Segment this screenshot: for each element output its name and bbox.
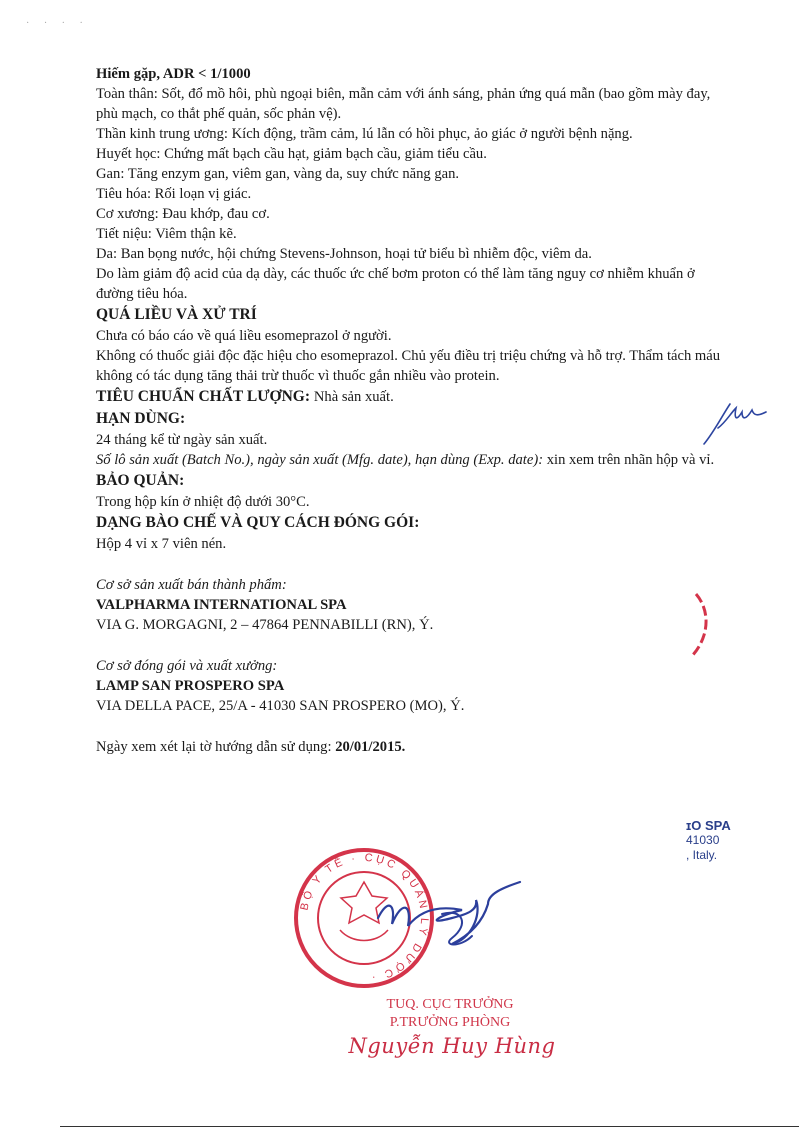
batch-note-italic: Số lô sản xuất (Batch No.), ngày sản xuất (Mfg. date), hạn dùng (Exp. date): [96, 452, 544, 468]
quality-section [96, 386, 726, 408]
signature-title-1: TUQ. CỤC TRƯỞNG [386, 997, 514, 1012]
review-date: 20/01/2015. [335, 739, 406, 755]
signatory-name: Nguyễn Huy Hùng [348, 1034, 556, 1058]
signature-title-2: P.TRƯỞNG PHÒNG [389, 1015, 511, 1030]
review-line [96, 737, 726, 757]
storage-heading: BẢO QUẢN: [96, 472, 185, 489]
rare-item: Da: Ban bọng nước, hội chứng Stevens-Johnson, hoại tử biểu bì nhiễm độc, viêm da. [96, 246, 592, 262]
rare-item: Do làm giảm độ acid của dạ dày, các thuốc ức chế bơm proton có thể làm tăng nguy cơ nhiễm khuẩn ở đường tiêu hóa. [96, 266, 695, 302]
signature-titles [340, 996, 560, 1032]
company-stamp-fragment [686, 818, 776, 863]
batch-note-rest: xin xem trên nhãn hộp và vỉ. [546, 452, 715, 468]
storage-value: Trong hộp kín ở nhiệt độ dưới 30°C. [96, 494, 310, 510]
corner-stamp-line1: ɪO SPA [686, 818, 731, 833]
overdose-heading: QUÁ LIỀU VÀ XỬ TRÍ [96, 306, 257, 323]
overdose-line: Không có thuốc giải độc đặc hiệu cho esomeprazol. Chủ yếu điều trị triệu chứng và hỗ trợ. Thẩm tách máu không có tác dụng tăng thải trừ thuốc vì thuốc gắn nhiều vào protein. [96, 348, 721, 384]
batch-note [96, 450, 726, 470]
page-bottom-rule [60, 1126, 799, 1127]
packager-label: Cơ sở đóng gói và xuất xưởng: [96, 658, 278, 674]
corner-stamp-line3: , Italy. [686, 848, 718, 862]
rare-item: Gan: Tăng enzym gan, viêm gan, vàng da, suy chức năng gan. [96, 166, 460, 182]
packager-name: LAMP SAN PROSPERO SPA [96, 678, 285, 694]
page-seal-edge-icon [670, 590, 710, 660]
rare-item: Huyết học: Chứng mất bạch cầu hạt, giảm bạch cầu, giảm tiểu cầu. [96, 146, 487, 162]
review-label: Ngày xem xét lại tờ hướng dẫn sử dụng: [96, 739, 332, 755]
quality-heading: TIÊU CHUẨN CHẤT LƯỢNG: [96, 388, 311, 405]
rare-item: Thần kinh trung ương: Kích động, trầm cảm, lú lẫn có hồi phục, ảo giác ở người bệnh nặng. [96, 126, 633, 142]
rare-item: Cơ xương: Đau khớp, đau cơ. [96, 206, 270, 222]
handwritten-initials-icon [700, 398, 770, 448]
rare-heading: Hiếm gặp, ADR < 1/1000 [96, 66, 251, 82]
expiry-value: 24 tháng kể từ ngày sản xuất. [96, 432, 268, 448]
expiry-heading: HẠN DÙNG: [96, 410, 186, 427]
rare-item: Tiêu hóa: Rối loạn vị giác. [96, 186, 252, 202]
packager-address: VIA DELLA PACE, 25/A - 41030 SAN PROSPERO (MO), Ý. [96, 698, 465, 714]
rare-item: Toàn thân: Sốt, đổ mồ hôi, phù ngoại biên, mẫn cảm với ánh sáng, phản ứng quá mẫn (bao gồm mày đay, phù mạch, co thắt phế quản, sốc phản vệ). [96, 86, 711, 122]
rare-item: Tiết niệu: Viêm thận kẽ. [96, 226, 237, 242]
corner-dots: · · · · [26, 18, 89, 29]
overdose-line: Chưa có báo cáo về quá liều esomeprazol ở người. [96, 328, 392, 344]
corner-stamp-line2: 41030 [686, 833, 720, 847]
quality-value: Nhà sản xuất. [313, 389, 394, 405]
svg-text:BỘ Y TẾ · CỤC QUẢN LÝ DƯỢC ·: BỘ Y TẾ · CỤC QUẢN LÝ DƯỢC · [298, 851, 431, 984]
document-body [96, 64, 726, 757]
form-heading: DẠNG BÀO CHẾ VÀ QUY CÁCH ĐÓNG GÓI: [96, 514, 420, 531]
manufacturer-address: VIA G. MORGAGNI, 2 – 47864 PENNABILLI (RN), Ý. [96, 617, 434, 633]
manufacturer-name: VALPHARMA INTERNATIONAL SPA [96, 597, 347, 613]
form-value: Hộp 4 vỉ x 7 viên nén. [96, 536, 227, 552]
manufacturer-label: Cơ sở sản xuất bán thành phẩm: [96, 577, 287, 593]
